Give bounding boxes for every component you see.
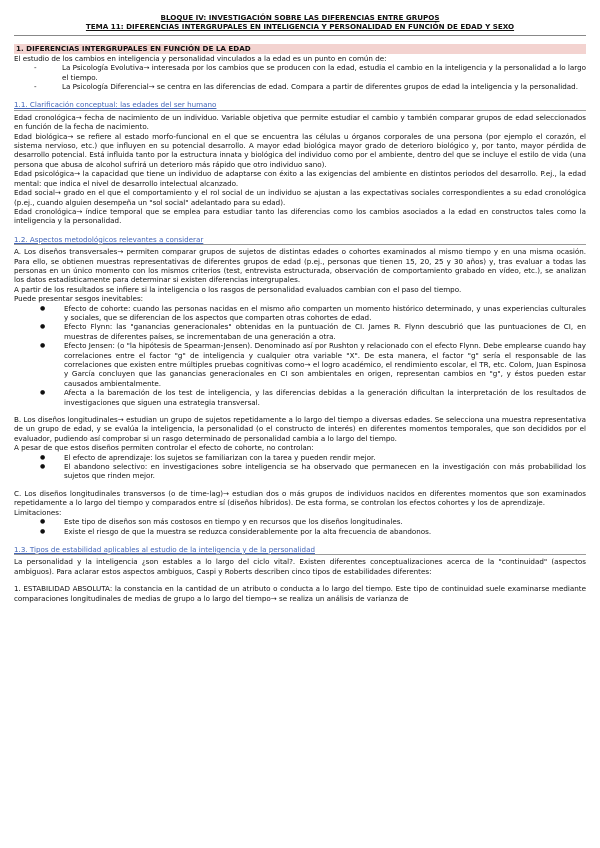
bias-list <box>14 304 586 407</box>
paragraph: Edad cronológica→ índice temporal que se emplea para estudiar tanto las diferencias como los cambios asociados a la edad en constructos tales como la inteligencia y la personalidad. <box>14 206 586 226</box>
list-item: ● Efecto Jensen: (o "la hipótesis de Spearman-Jensen). Denominado así por Rushton y relacionado con el efecto Flynn. Debe emplearse cuando hay correlaciones entre el factor "g" de inteligencia y cualquier otra variable "X". De esta manera, el factor "g" sería el responsable de las correlaciones que existen entre múltiples pruebas cognitivas como→ el logro académico, el rendimiento escolar, el TR, etc. Colom, Juan Espinosa y García concluyen que las ganancias generacionales en CI son ambientales en origen, representan cambios en "g", y éstos pueden estar causados ambientalmente. <box>50 341 586 388</box>
list-item: ● Efecto de cohorte: cuando las personas nacidas en el mismo año comparten un momento histórico determinado, y unas experiencias culturales y sociales, que se diferencian de los aspectos que comparten otras cohortes de edad. <box>50 304 586 323</box>
block-title: BLOQUE IV: INVESTIGACIÓN SOBRE LAS DIFERENCIAS ENTRE GRUPOS <box>160 13 440 22</box>
subsection-divider <box>14 554 586 555</box>
limits-list <box>14 517 586 536</box>
list-item: - La Psicología Diferencial→ se centra en las diferencias de edad. Compara a partir de diferentes grupos de edad la inteligencia y la personalidad. <box>48 82 586 91</box>
list-item: ● El efecto de aprendizaje: los sujetos se familiarizan con la tarea y pueden rendir mejor. <box>50 453 586 462</box>
control-list <box>14 453 586 481</box>
list-item: ● Efecto Flynn: las "ganancias generacionales" obtenidas en la puntuación de CI. James R. Flynn descubrió que las puntuaciones de CI, en muestras de diferentes países, se incrementaban de una generación a otra. <box>50 322 586 341</box>
subsection-1-3-heading: 1.3. Tipos de estabilidad aplicables al estudio de la inteligencia y de la personalidad <box>14 544 315 554</box>
paragraph: Edad social→ grado en el que el comportamiento y el rol social de un individuo se ajustan a las expectativas sociales correspondientes a su edad cronológica (p.ej., cuando alguien desempeña un "sol social" adelantado para su edad). <box>14 188 586 207</box>
paragraph: Limitaciones: <box>14 507 62 517</box>
subsection-1-2-heading: 1.2. Aspectos metodológicos relevantes a considerar <box>14 234 204 244</box>
paragraph: Edad cronológica→ fecha de nacimiento de un individuo. Variable objetiva que permite estudiar el cambio y también comparar grupos de edad seleccionados en función de la fecha de nacimiento. <box>14 112 586 132</box>
paragraph: B. Los diseños longitudinales→ estudian un grupo de sujetos repetidamente a lo largo del tiempo a diversas edades. Se selecciona una muestra representativa de un grupo de edad, y se evalúa la inteligencia, la personalidad (o el constructo de interés) en diferentes momentos temporales, que son decididos por el evaluador, pudiendo así comprobar si un rasgo determinado de personalidad cambia a lo largo del tiempo. <box>14 415 586 443</box>
list-item: ● Existe el riesgo de que la muestra se reduzca considerablemente por la alta frecuencia de abandonos. <box>50 527 586 536</box>
section-1-heading: 1. DIFERENCIAS INTERGRUPALES EN FUNCIÓN DE LA EDAD <box>14 44 586 53</box>
subsection-1-1-heading: 1.1. Clarificación conceptual: las edades del ser humano <box>14 100 217 110</box>
subsection-divider <box>14 110 586 111</box>
paragraph: C. Los diseños longitudinales transversos (o de time-lag)→ estudian dos o más grupos de individuos nacidos en diferentes momentos que son examinados repetidamente a lo largo del tiempo y comparados entre sí (diseños híbridos). De esta forma, se controlan los efectos cohortes y los de aprendizaje. <box>14 488 586 508</box>
paragraph: Edad psicológica→ la capacidad que tiene un individuo de adaptarse con éxito a las exigencias del ambiente en distintos periodos del desarrollo. P.ej., la edad mental: que indica el nivel de desarrollo intelectual alcanzado. <box>14 169 586 188</box>
header-divider <box>14 35 586 36</box>
list-item: ● El abandono selectivo: en investigaciones sobre inteligencia se ha observado que permanecen en la investigación con más probabilidad los sujetos que rinden mejor. <box>50 462 586 481</box>
list-item: - La Psicología Evolutiva→ interesada por los cambios que se producen con la edad, estudia el cambio en la inteligencia y la personalidad a lo largo el tiempo. <box>48 63 586 82</box>
subsection-divider <box>14 244 586 245</box>
paragraph: A partir de los resultados se infiere si la inteligencia o los rasgos de personalidad evaluados cambian con el paso del tiempo. <box>14 284 462 294</box>
section-1-list <box>14 63 586 91</box>
paragraph: A pesar de que estos diseños permiten controlar el efecto de cohorte, no controlan: <box>14 443 314 453</box>
section-1-intro: El estudio de los cambios en inteligencia y personalidad vinculados a la edad es un punto en común de: <box>14 53 387 63</box>
paragraph: 1. ESTABILIDAD ABSOLUTA: la constancia en la cantidad de un atributo o conducta a lo largo del tiempo. Este tipo de continuidad suele examinarse mediante comparaciones longitudinales de medias de grupo a lo largo del tiempo→ se realiza un análisis de varianza de <box>14 584 586 603</box>
paragraph: Puede presentar sesgos inevitables: <box>14 294 144 304</box>
list-item: ● Afecta a la baremación de los test de inteligencia, y las diferencias debidas a la generación dificultan la interpretación de los resultados de investigaciones que siguen una estrategia transversal. <box>50 388 586 407</box>
paragraph: A. Los diseños transversales→ permiten comparar grupos de sujetos de distintas edades o cohortes examinados al mismo tiempo y en una misma ocasión. Para ello, se obtienen muestras representativas de diferentes grupos de edad (p.ej., personas que tienen 15, 20, 25 y 30 años) y, tras evaluar a todas las personas en un único momento con los mismos criterios (test, entrevista estructurada, observación de comportamiento grabado en vídeo, etc.), se analizan los datos estadísticamente para determinar si existen diferencias intergrupales. <box>14 247 586 285</box>
topic-title: TEMA 11: DIFERENCIAS INTERGRUPALES EN INTELIGENCIA Y PERSONALIDAD EN FUNCIÓN DE EDAD Y SEXO <box>85 22 515 32</box>
paragraph: La personalidad y la inteligencia ¿son estables a lo largo del ciclo vital?. Existen diferentes conceptualizaciones acerca de la "continuidad" (aspectos ambiguos). Para aclarar estos aspectos ambiguos, Caspi y Roberts describen cinco tipos de estabilidades diferentes: <box>14 557 586 576</box>
paragraph: Edad biológica→ se refiere al estado morfo-funcional en el que se encuentra las células u órganos corporales de una persona (por ejemplo el corazón, el sistema nervioso, etc.) que influyen en su potencial desarrollo. A mayor edad biológica mayor grado de deterioro biológico y, por tanto, mayor pérdida de desarrollo potencial. Está influida tanto por la estructura innata y biológica del individuo como por el ambiente, dentro del que se incluye el estilo de vida (una persona que abusa de alcohol sufrirá un deterioro más rápido que otro individuo sano). <box>14 131 586 169</box>
list-item: ● Este tipo de diseños son más costosos en tiempo y en recursos que los diseños longitudinales. <box>50 517 586 526</box>
